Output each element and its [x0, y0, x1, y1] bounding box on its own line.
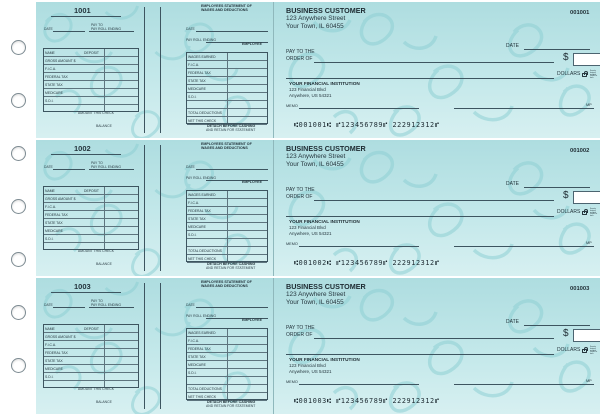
stub-deduction-row: [44, 195, 138, 203]
stub-deduction-table: [43, 186, 139, 250]
statement-title-2: WAGES AND DEDUCTIONS: [201, 146, 248, 150]
statement-row-label: TOTAL DEDUCTIONS: [188, 249, 222, 253]
security-notice: Security features included. Details on back.: [590, 71, 598, 79]
stub-deduction-row: [44, 73, 138, 81]
statement-row-label: F.I.C.A.: [188, 63, 200, 67]
statement-row-label: FEDERAL TAX: [188, 71, 211, 75]
check-row: [36, 2, 600, 138]
security-notice: Security features included. Details on back.: [590, 347, 598, 355]
security-notice: Security features included. Details on back.: [590, 209, 598, 217]
dollar-sign: $: [563, 328, 569, 339]
dollar-sign: $: [563, 190, 569, 201]
check-row: [36, 278, 600, 414]
statement-employee-label: EMPLOYEE: [242, 318, 262, 322]
binder-hole: [11, 93, 26, 108]
stub-deduction-label: GROSS AMOUNT $: [45, 197, 76, 201]
stub-deduction-row: [44, 235, 138, 243]
binder-hole: [11, 252, 26, 267]
stub-number: 1001: [74, 6, 91, 15]
stub-name-label: NAME: [45, 327, 55, 331]
stub-deduction-label: MEDICARE: [45, 229, 63, 233]
bank-name: YOUR FINANCIAL INSTITUTION: [289, 219, 360, 224]
customer-name: BUSINESS CUSTOMER: [286, 6, 366, 15]
check-body: [274, 278, 600, 414]
stub-deduction-label: MEDICARE: [45, 91, 63, 95]
statement-row-label: F.I.C.A.: [188, 201, 200, 205]
binder-hole: [11, 40, 26, 55]
statement-row-label: S.D.I.: [188, 233, 197, 237]
stub-deduction-label: S.D.I.: [45, 99, 54, 103]
amount-box[interactable]: [573, 191, 600, 204]
stub-deduction-row: [44, 57, 138, 65]
check-date-label: DATE: [506, 181, 519, 187]
detach-notice-1: DETACH BEFORE CASHING: [207, 124, 256, 128]
mp-label: MP: [586, 103, 592, 107]
customer-name: BUSINESS CUSTOMER: [286, 282, 366, 291]
stub-deduction-label: S.D.I.: [45, 375, 54, 379]
pay-to-label-1: PAY TO THE: [286, 49, 315, 55]
memo-label: MEMO: [286, 104, 298, 108]
statement-date-label: DATE: [186, 303, 195, 307]
check-body: [274, 140, 600, 276]
check-number: 001003: [570, 286, 590, 292]
statement-row-label: NET THIS CHECK: [188, 395, 217, 399]
binder-hole: [11, 305, 26, 320]
bank-name: YOUR FINANCIAL INSTITUTION: [289, 81, 360, 86]
check-stub: [36, 278, 274, 414]
stub-deduction-row: [44, 373, 138, 381]
stub-deduction-label: F.I.C.A.: [45, 205, 57, 209]
amount-box[interactable]: [573, 53, 600, 66]
statement-row-label: TOTAL DEDUCTIONS: [188, 111, 222, 115]
pay-to-label-2: ORDER OF: [286, 332, 313, 338]
stub-deduction-label: F.I.C.A.: [45, 67, 57, 71]
lock-icon: [582, 211, 587, 215]
bank-name: YOUR FINANCIAL INSTITUTION: [289, 357, 360, 362]
statement-title-2: WAGES AND DEDUCTIONS: [201, 284, 248, 288]
statement-row-label: F.I.C.A.: [188, 339, 200, 343]
stub-pay-to-label: PAY TO: [91, 161, 103, 165]
customer-address-1: 123 Anywhere Street: [286, 15, 346, 22]
check-number: 001002: [570, 148, 590, 154]
stub-pay-to-label: PAY TO: [91, 299, 103, 303]
stub-deduction-row: [44, 89, 138, 97]
stub-amount-label: AMOUNT THIS CHECK: [78, 111, 115, 115]
bank-address-2: Anywhere, US 54321: [289, 93, 332, 98]
binder-hole: [11, 358, 26, 373]
stub-deduction-row: [44, 341, 138, 349]
bank-address-1: 123 Financial Blvd: [289, 225, 326, 230]
statement-row-label: WAGES EARNED: [188, 55, 216, 59]
statement-row-label: FEDERAL TAX: [188, 209, 211, 213]
statement-title-1: EMPLOYEES STATEMENT OF: [201, 280, 252, 284]
pay-to-label-1: PAY TO THE: [286, 187, 315, 193]
stub-deduction-label: FEDERAL TAX: [45, 75, 68, 79]
stub-pay-to-label: PAY TO: [91, 23, 103, 27]
dollars-label: DOLLARS: [557, 71, 581, 77]
check-date-label: DATE: [506, 43, 519, 49]
statement-table: [186, 190, 268, 262]
detach-notice-2: AND RETAIN FOR STATEMENT: [206, 266, 256, 270]
stub-deduction-row: [44, 97, 138, 105]
stub-deduction-row: [44, 365, 138, 373]
bank-address-1: 123 Financial Blvd: [289, 87, 326, 92]
stub-name-label: NAME: [45, 51, 55, 55]
statement-row-label: MEDICARE: [188, 363, 206, 367]
statement-period-label: PAY ROLL ENDING: [186, 314, 217, 318]
pay-to-label-1: PAY TO THE: [286, 325, 315, 331]
stub-deduction-row: [44, 219, 138, 227]
stub-deposit-label: DEPOSIT: [84, 189, 99, 193]
bank-address-2: Anywhere, US 54321: [289, 369, 332, 374]
stub-balance-label: BALANCE: [96, 400, 112, 404]
stub-deduction-table: [43, 324, 139, 388]
mp-label: MP: [586, 379, 592, 383]
statement-row-label: MEDICARE: [188, 87, 206, 91]
binder-strip: [0, 0, 36, 416]
customer-name: BUSINESS CUSTOMER: [286, 144, 366, 153]
stub-number: 1002: [74, 144, 91, 153]
statement-row-label: STATE TAX: [188, 355, 206, 359]
statement-date-label: DATE: [186, 27, 195, 31]
micr-line: ⑆001002⑆ ⑈123456789⑈ 222912312⑈: [294, 259, 440, 267]
statement-row-label: STATE TAX: [188, 217, 206, 221]
check-stub: [36, 2, 274, 138]
stub-deduction-label: F.I.C.A.: [45, 343, 57, 347]
statement-table: [186, 328, 268, 400]
stub-balance-label: BALANCE: [96, 124, 112, 128]
stub-deposit-label: DEPOSIT: [84, 327, 99, 331]
stub-deduction-row: [44, 349, 138, 357]
statement-row-label: S.D.I.: [188, 95, 197, 99]
detach-notice-2: AND RETAIN FOR STATEMENT: [206, 128, 256, 132]
pay-to-label-2: ORDER OF: [286, 56, 313, 62]
statement-row-label: NET THIS CHECK: [188, 119, 217, 123]
statement-row-label: FEDERAL TAX: [188, 347, 211, 351]
stub-deduction-label: FEDERAL TAX: [45, 351, 68, 355]
stub-deduction-row: [44, 81, 138, 89]
stub-deduction-label: STATE TAX: [45, 83, 63, 87]
detach-notice-1: DETACH BEFORE CASHING: [207, 400, 256, 404]
detach-notice-2: AND RETAIN FOR STATEMENT: [206, 404, 256, 408]
check-stub: [36, 140, 274, 276]
mp-label: MP: [586, 241, 592, 245]
statement-row-label: WAGES EARNED: [188, 331, 216, 335]
customer-address-1: 123 Anywhere Street: [286, 291, 346, 298]
stub-amount-label: AMOUNT THIS CHECK: [78, 249, 115, 253]
stub-name-label: NAME: [45, 189, 55, 193]
check-number: 001001: [570, 10, 590, 16]
stub-deduction-row: [44, 211, 138, 219]
bank-address-1: 123 Financial Blvd: [289, 363, 326, 368]
stub-period-label: PAY ROLL ENDING: [91, 303, 122, 307]
statement-row-label: STATE TAX: [188, 79, 206, 83]
statement-row-label: TOTAL DEDUCTIONS: [188, 387, 222, 391]
statement-period-label: PAY ROLL ENDING: [186, 176, 217, 180]
stub-deduction-table: [43, 48, 139, 112]
stub-date-label: DATE: [44, 165, 53, 169]
stub-balance-label: BALANCE: [96, 262, 112, 266]
customer-address-1: 123 Anywhere Street: [286, 153, 346, 160]
pay-to-label-2: ORDER OF: [286, 194, 313, 200]
stub-number: 1003: [74, 282, 91, 291]
dollars-label: DOLLARS: [557, 209, 581, 215]
statement-row-label: MEDICARE: [188, 225, 206, 229]
stub-period-label: PAY ROLL ENDING: [91, 165, 122, 169]
stub-period-label: PAY ROLL ENDING: [91, 27, 122, 31]
stub-deduction-label: STATE TAX: [45, 359, 63, 363]
statement-row-label: NET THIS CHECK: [188, 257, 217, 261]
statement-row-label: S.D.I.: [188, 371, 197, 375]
stub-deduction-label: S.D.I.: [45, 237, 54, 241]
dollar-sign: $: [563, 52, 569, 63]
stub-date-label: DATE: [44, 303, 53, 307]
stub-deduction-label: GROSS AMOUNT $: [45, 335, 76, 339]
stub-deduction-label: GROSS AMOUNT $: [45, 59, 76, 63]
memo-label: MEMO: [286, 242, 298, 246]
check-row: [36, 140, 600, 276]
micr-line: ⑆001003⑆ ⑈123456789⑈ 222912312⑈: [294, 397, 440, 405]
bank-address-2: Anywhere, US 54321: [289, 231, 332, 236]
stub-deduction-row: [44, 65, 138, 73]
stub-amount-label: AMOUNT THIS CHECK: [78, 387, 115, 391]
lock-icon: [582, 349, 587, 353]
dollars-label: DOLLARS: [557, 347, 581, 353]
statement-table: [186, 52, 268, 124]
stub-date-label: DATE: [44, 27, 53, 31]
stub-deduction-row: [44, 357, 138, 365]
statement-period-label: PAY ROLL ENDING: [186, 38, 217, 42]
stub-deduction-label: MEDICARE: [45, 367, 63, 371]
statement-title-1: EMPLOYEES STATEMENT OF: [201, 142, 252, 146]
statement-employee-label: EMPLOYEE: [242, 180, 262, 184]
statement-title-2: WAGES AND DEDUCTIONS: [201, 8, 248, 12]
stub-deduction-label: FEDERAL TAX: [45, 213, 68, 217]
check-date-label: DATE: [506, 319, 519, 325]
micr-line: ⑆001001⑆ ⑈123456789⑈ 222912312⑈: [294, 121, 440, 129]
statement-employee-label: EMPLOYEE: [242, 42, 262, 46]
statement-row-label: WAGES EARNED: [188, 193, 216, 197]
stub-deduction-row: [44, 203, 138, 211]
amount-box[interactable]: [573, 329, 600, 342]
statement-title-1: EMPLOYEES STATEMENT OF: [201, 4, 252, 8]
memo-label: MEMO: [286, 380, 298, 384]
binder-hole: [11, 146, 26, 161]
customer-address-2: Your Town, IL 60455: [286, 161, 344, 168]
stub-deduction-row: [44, 227, 138, 235]
check-body: [274, 2, 600, 138]
statement-date-label: DATE: [186, 165, 195, 169]
lock-icon: [582, 73, 587, 77]
customer-address-2: Your Town, IL 60455: [286, 23, 344, 30]
stub-deduction-label: STATE TAX: [45, 221, 63, 225]
stub-deposit-label: DEPOSIT: [84, 51, 99, 55]
binder-hole: [11, 199, 26, 214]
detach-notice-1: DETACH BEFORE CASHING: [207, 262, 256, 266]
customer-address-2: Your Town, IL 60455: [286, 299, 344, 306]
stub-deduction-row: [44, 333, 138, 341]
